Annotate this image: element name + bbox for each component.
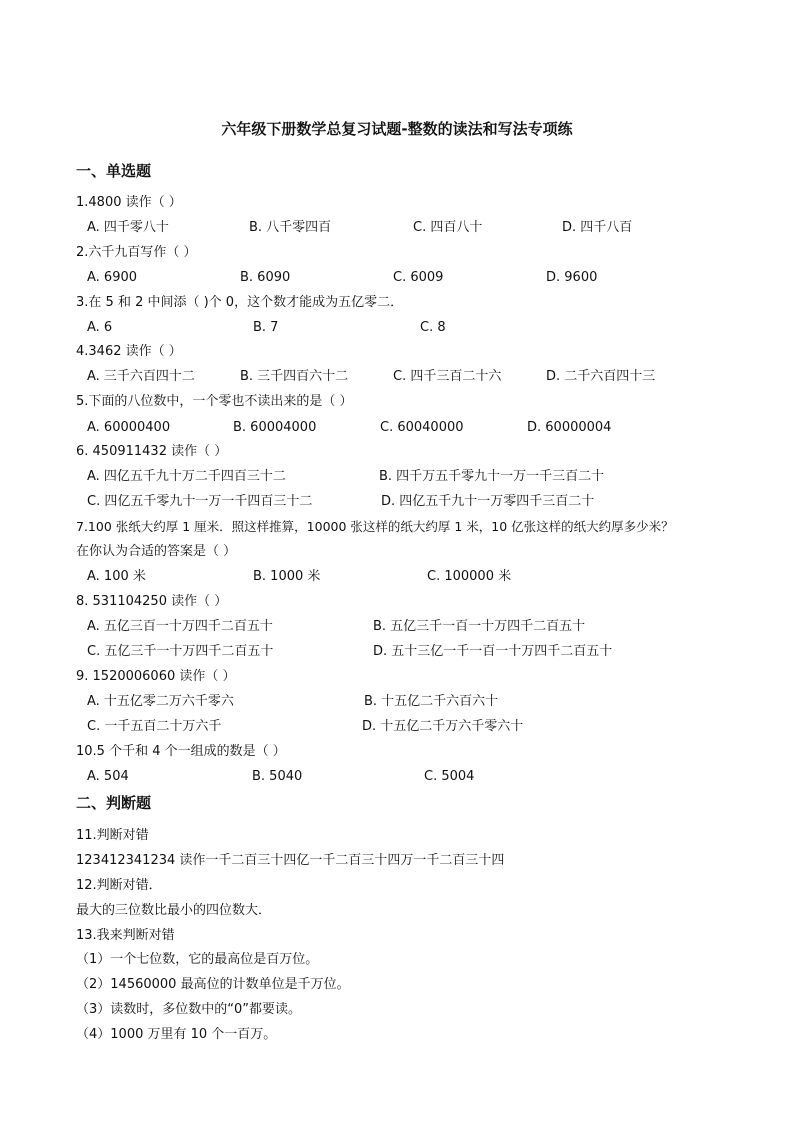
question-8-option-d: D. 五十三亿一千一百一十万四千二百五十	[373, 644, 613, 659]
question-7-stem-line-2: 在你认为合适的答案是（ ）	[76, 544, 237, 559]
worksheet-title: 六年级下册数学总复习试题-整数的读法和写法专项练	[221, 120, 573, 138]
question-1-option-d: D. 四千八百	[562, 220, 633, 235]
question-5-option-a: A. 60000400	[87, 420, 171, 435]
question-7-option-a: A. 100 米	[87, 569, 146, 584]
question-5-stem: 5.下面的八位数中，一个零也不读出来的是（ ）	[76, 394, 353, 409]
question-7-option-b: B. 1000 米	[253, 569, 321, 584]
question-9-option-b: B. 十五亿二千六百六十	[364, 694, 499, 709]
question-8-stem: 8. 531104250 读作（ ）	[76, 594, 228, 609]
question-13-stem: 13.我来判断对错	[76, 928, 175, 943]
question-10-option-c: C. 5004	[424, 769, 475, 784]
question-9-stem: 9. 1520006060 读作（ ）	[76, 669, 236, 684]
question-2-option-c: C. 6009	[393, 270, 444, 285]
question-13-item-1: （1）一个七位数，它的最高位是百万位。	[76, 952, 319, 967]
question-10-stem: 10.5 个千和 4 个一组成的数是（ ）	[76, 744, 286, 759]
question-9-option-d: D. 十五亿二千万六千零六十	[362, 719, 524, 734]
question-2-option-d: D. 9600	[546, 270, 598, 285]
question-4-option-b: B. 三千四百六十二	[240, 369, 349, 384]
question-11-statement: 123412341234 读作一千二百三十四亿一千二百三十四万一千二百三十四	[76, 853, 505, 868]
question-1-stem: 1.4800 读作（ ）	[76, 195, 182, 210]
question-10-option-a: A. 504	[87, 769, 129, 784]
question-3-option-b: B. 7	[253, 320, 279, 335]
question-2-option-a: A. 6900	[87, 270, 138, 285]
question-9-option-a: A. 十五亿零二万六千零六	[87, 694, 234, 709]
question-2-option-b: B. 6090	[240, 270, 291, 285]
question-13-item-3: （3）读数时，多位数中的“0”都要读。	[76, 1002, 302, 1017]
question-5-option-b: B. 60004000	[233, 420, 317, 435]
question-13-item-4: （4）1000 万里有 10 个一百万。	[76, 1027, 277, 1042]
question-12-statement: 最大的三位数比最小的四位数大．	[76, 903, 272, 918]
question-1-option-b: B. 八千零四百	[249, 220, 332, 235]
question-7-option-c: C. 100000 米	[427, 569, 512, 584]
question-5-option-d: D. 60000004	[527, 420, 612, 435]
question-1-option-a: A. 四千零八十	[87, 220, 169, 235]
question-10-option-b: B. 5040	[252, 769, 303, 784]
question-6-option-d: D. 四亿五千九十一万零四千三百二十	[381, 494, 595, 509]
question-3-option-a: A. 6	[87, 320, 113, 335]
question-6-option-c: C. 四亿五千零九十一万一千四百三十二	[87, 494, 313, 509]
question-4-stem: 4.3462 读作（ ）	[76, 344, 182, 359]
question-4-option-d: D. 二千六百四十三	[546, 369, 656, 384]
question-7-stem-line-1: 7.100 张纸大约厚 1 厘米．照这样推算，10000 张这样的纸大约厚 1 米，10 亿张这样的纸大约厚多少米？	[76, 519, 674, 534]
question-6-option-a: A. 四亿五千九十万二千四百三十二	[87, 469, 286, 484]
question-4-option-c: C. 四千三百二十六	[393, 369, 502, 384]
question-9-option-c: C. 一千五百二十万六千	[87, 719, 222, 734]
question-6-stem: 6. 450911432 读作（ ）	[76, 444, 228, 459]
question-3-option-c: C. 8	[420, 320, 446, 335]
question-12-stem: 12.判断对错．	[76, 878, 162, 893]
question-13-item-2: （2）14560000 最高位的计数单位是千万位。	[76, 977, 350, 992]
question-2-stem: 2.六千九百写作（ ）	[76, 245, 197, 260]
section-heading-single-choice: 一、单选题	[76, 162, 152, 180]
question-3-stem: 3.在 5 和 2 中间添（ )个 0，这个数才能成为五亿零二．	[76, 295, 404, 310]
question-8-option-c: C. 五亿三千一十万四千二百五十	[87, 644, 274, 659]
question-6-option-b: B. 四千万五千零九十一万一千三百二十	[379, 469, 605, 484]
question-4-option-a: A. 三千六百四十二	[87, 369, 195, 384]
section-heading-true-false: 二、判断题	[76, 794, 152, 812]
question-8-option-a: A. 五亿三百一十万四千二百五十	[87, 619, 273, 634]
question-11-stem: 11.判断对错	[76, 828, 149, 843]
question-1-option-c: C. 四百八十	[413, 220, 483, 235]
question-8-option-b: B. 五亿三千一百一十万四千二百五十	[373, 619, 586, 634]
question-5-option-c: C. 60040000	[380, 420, 464, 435]
